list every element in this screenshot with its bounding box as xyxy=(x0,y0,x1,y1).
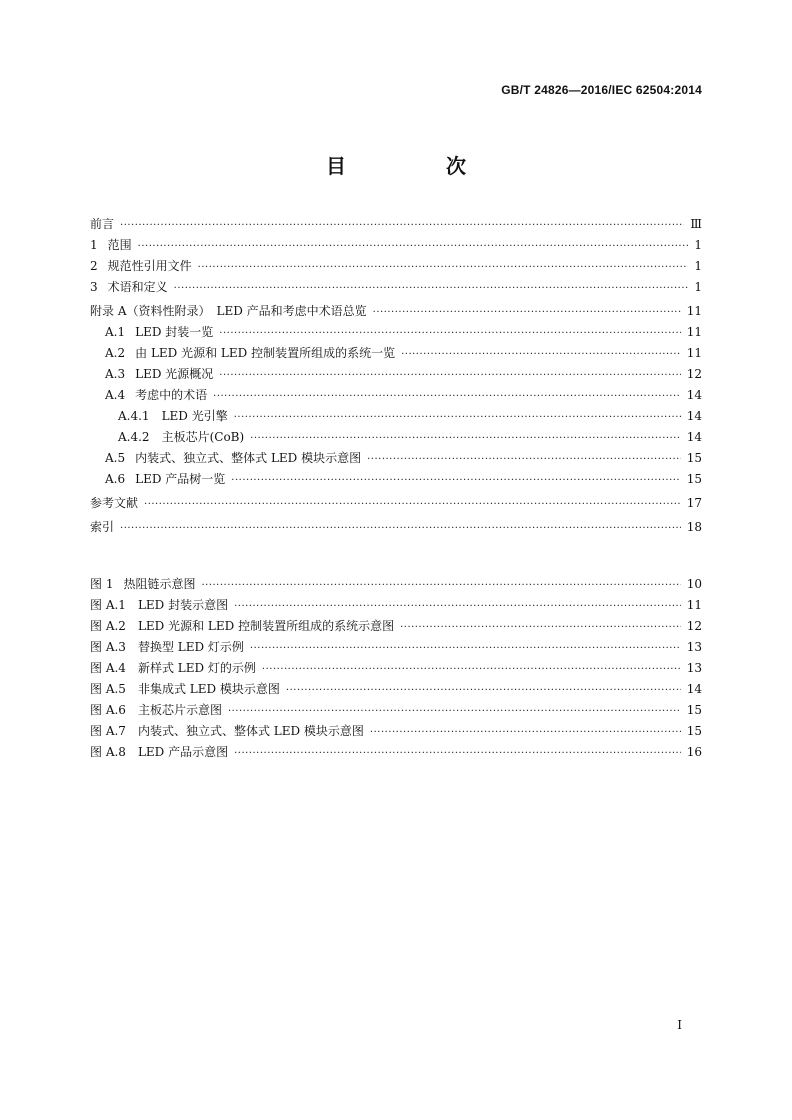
toc-entry[interactable] xyxy=(90,235,702,256)
entry-page-number: 15 xyxy=(686,472,702,486)
entry-page-number: 15 xyxy=(686,703,702,717)
entry-title: 前言 xyxy=(90,217,115,231)
entry-number: 图 A.7 xyxy=(90,724,126,738)
entry-title: 索引 xyxy=(90,520,115,534)
entry-title: LED 封装一览 xyxy=(135,325,214,339)
entry-number: A.3 xyxy=(105,367,126,381)
toc-entry[interactable] xyxy=(90,256,702,277)
dot-leader xyxy=(228,701,681,722)
entry-page-number: 11 xyxy=(686,325,702,339)
toc-entry[interactable] xyxy=(90,214,702,235)
dot-leader xyxy=(201,575,680,596)
entry-page-number: 11 xyxy=(686,598,702,612)
toc-entry[interactable] xyxy=(90,385,702,406)
toc-entry[interactable] xyxy=(90,343,702,364)
entry-title: 主板芯片(CoB) xyxy=(161,430,245,444)
dot-leader xyxy=(234,596,681,617)
toc-entry[interactable] xyxy=(90,574,702,595)
entry-page-number: 16 xyxy=(686,745,702,759)
entry-page-number: 14 xyxy=(686,409,702,423)
entry-number: 图 A.1 xyxy=(90,598,126,612)
entry-title: 考虑中的术语 xyxy=(135,388,208,402)
dot-leader xyxy=(120,215,684,236)
entry-page-number: 1 xyxy=(694,238,702,252)
entry-page-number: 1 xyxy=(694,280,702,294)
dot-leader xyxy=(219,365,680,386)
entry-title: LED 产品示意图 xyxy=(137,745,229,759)
toc-entry[interactable] xyxy=(90,427,702,448)
dot-leader xyxy=(219,323,680,344)
entry-title: 参考文献 xyxy=(90,496,139,510)
dot-leader xyxy=(373,302,681,323)
dot-leader xyxy=(138,236,688,257)
entry-number: A.6 xyxy=(105,472,126,486)
entry-title: LED 产品树一览 xyxy=(135,472,226,486)
dot-leader xyxy=(250,638,681,659)
toc-entry[interactable] xyxy=(90,595,702,616)
entry-page-number: 1 xyxy=(694,259,702,273)
toc-entry[interactable] xyxy=(90,277,702,298)
entry-number: 图 A.8 xyxy=(90,745,126,759)
toc-entry[interactable] xyxy=(90,721,702,742)
entry-title: LED 封装示意图 xyxy=(137,598,229,612)
entry-number: A.4 xyxy=(105,388,126,402)
entry-page-number: 12 xyxy=(686,619,702,633)
standard-code: GB/T 24826—2016/IEC 62504:2014 xyxy=(501,83,702,97)
dot-leader xyxy=(234,743,681,764)
entry-page-number: 17 xyxy=(686,496,702,510)
entry-page-number: 13 xyxy=(686,640,702,654)
entry-number: 图 1 xyxy=(90,577,114,591)
entry-title: LED 光源概况 xyxy=(135,367,214,381)
dot-leader xyxy=(400,617,681,638)
entry-title: 新样式 LED 灯的示例 xyxy=(137,661,256,675)
dot-leader xyxy=(231,470,680,491)
toc-entry[interactable] xyxy=(90,742,702,763)
entry-title: 替换型 LED 灯示例 xyxy=(137,640,244,654)
entry-title: 由 LED 光源和 LED 控制装置所组成的系统一览 xyxy=(135,346,396,360)
dot-leader xyxy=(144,494,681,515)
entry-number: A.4.2 xyxy=(118,430,150,444)
entry-title: 热阻链示意图 xyxy=(123,577,196,591)
entry-number: A.1 xyxy=(105,325,126,339)
toc-entry[interactable] xyxy=(90,322,702,343)
toc-entry[interactable] xyxy=(90,493,702,514)
entry-page-number: 14 xyxy=(686,430,702,444)
entry-title: 内装式、独立式、整体式 LED 模块示意图 xyxy=(135,451,362,465)
entry-number: 图 A.3 xyxy=(90,640,126,654)
dot-leader xyxy=(367,449,681,470)
dot-leader xyxy=(174,278,688,299)
entry-number: 图 A.6 xyxy=(90,703,126,717)
entry-page-number: 13 xyxy=(686,661,702,675)
page-title: 目 次 xyxy=(326,154,506,178)
list-of-figures xyxy=(90,574,702,763)
entry-page-number: 12 xyxy=(686,367,702,381)
entry-page-number: 15 xyxy=(686,451,702,465)
toc-entry[interactable] xyxy=(90,406,702,427)
entry-number: A.2 xyxy=(105,346,126,360)
toc-entry[interactable] xyxy=(90,301,702,322)
entry-title: LED 光源和 LED 控制装置所组成的系统示意图 xyxy=(137,619,395,633)
toc-entry[interactable] xyxy=(90,517,702,538)
dot-leader xyxy=(286,680,681,701)
toc-entry[interactable] xyxy=(90,679,702,700)
entry-title: 主板芯片示意图 xyxy=(137,703,222,717)
dot-leader xyxy=(198,257,688,278)
entry-title: 规范性引用文件 xyxy=(107,259,192,273)
entry-number: 图 A.2 xyxy=(90,619,126,633)
entry-title: LED 光引擎 xyxy=(161,409,228,423)
entry-page-number: 14 xyxy=(686,388,702,402)
entry-number: 图 A.5 xyxy=(90,682,126,696)
entry-title: 术语和定义 xyxy=(107,280,168,294)
entry-number: 图 A.4 xyxy=(90,661,126,675)
entry-number: 2 xyxy=(90,259,98,273)
table-of-contents xyxy=(90,214,702,538)
toc-entry[interactable] xyxy=(90,448,702,469)
entry-number: A.5 xyxy=(105,451,126,465)
dot-leader xyxy=(120,518,681,539)
dot-leader xyxy=(250,428,681,449)
toc-entry[interactable] xyxy=(90,364,702,385)
entry-number: 3 xyxy=(90,280,98,294)
entry-title: 非集成式 LED 模块示意图 xyxy=(137,682,280,696)
dot-leader xyxy=(213,386,681,407)
toc-entry[interactable] xyxy=(90,637,702,658)
page-number: I xyxy=(677,1018,682,1032)
dot-leader xyxy=(370,722,681,743)
entry-number: A.4.1 xyxy=(118,409,150,423)
dot-leader xyxy=(234,407,681,428)
entry-page-number: 15 xyxy=(686,724,702,738)
dot-leader xyxy=(262,659,681,680)
entry-title: 附录 A（资料性附录） LED 产品和考虑中术语总览 xyxy=(90,304,367,318)
entry-page-number: 11 xyxy=(686,346,702,360)
entry-page-number: 18 xyxy=(686,520,702,534)
entry-page-number: 14 xyxy=(686,682,702,696)
entry-title: 内装式、独立式、整体式 LED 模块示意图 xyxy=(137,724,364,738)
entry-page-number: 11 xyxy=(686,304,702,318)
entry-page-number: Ⅲ xyxy=(690,217,702,231)
toc-entry[interactable] xyxy=(90,700,702,721)
toc-entry[interactable] xyxy=(90,616,702,637)
entry-number: 1 xyxy=(90,238,98,252)
entry-page-number: 10 xyxy=(686,577,702,591)
toc-entry[interactable] xyxy=(90,469,702,490)
entry-title: 范围 xyxy=(107,238,132,252)
dot-leader xyxy=(401,344,681,365)
toc-entry[interactable] xyxy=(90,658,702,679)
